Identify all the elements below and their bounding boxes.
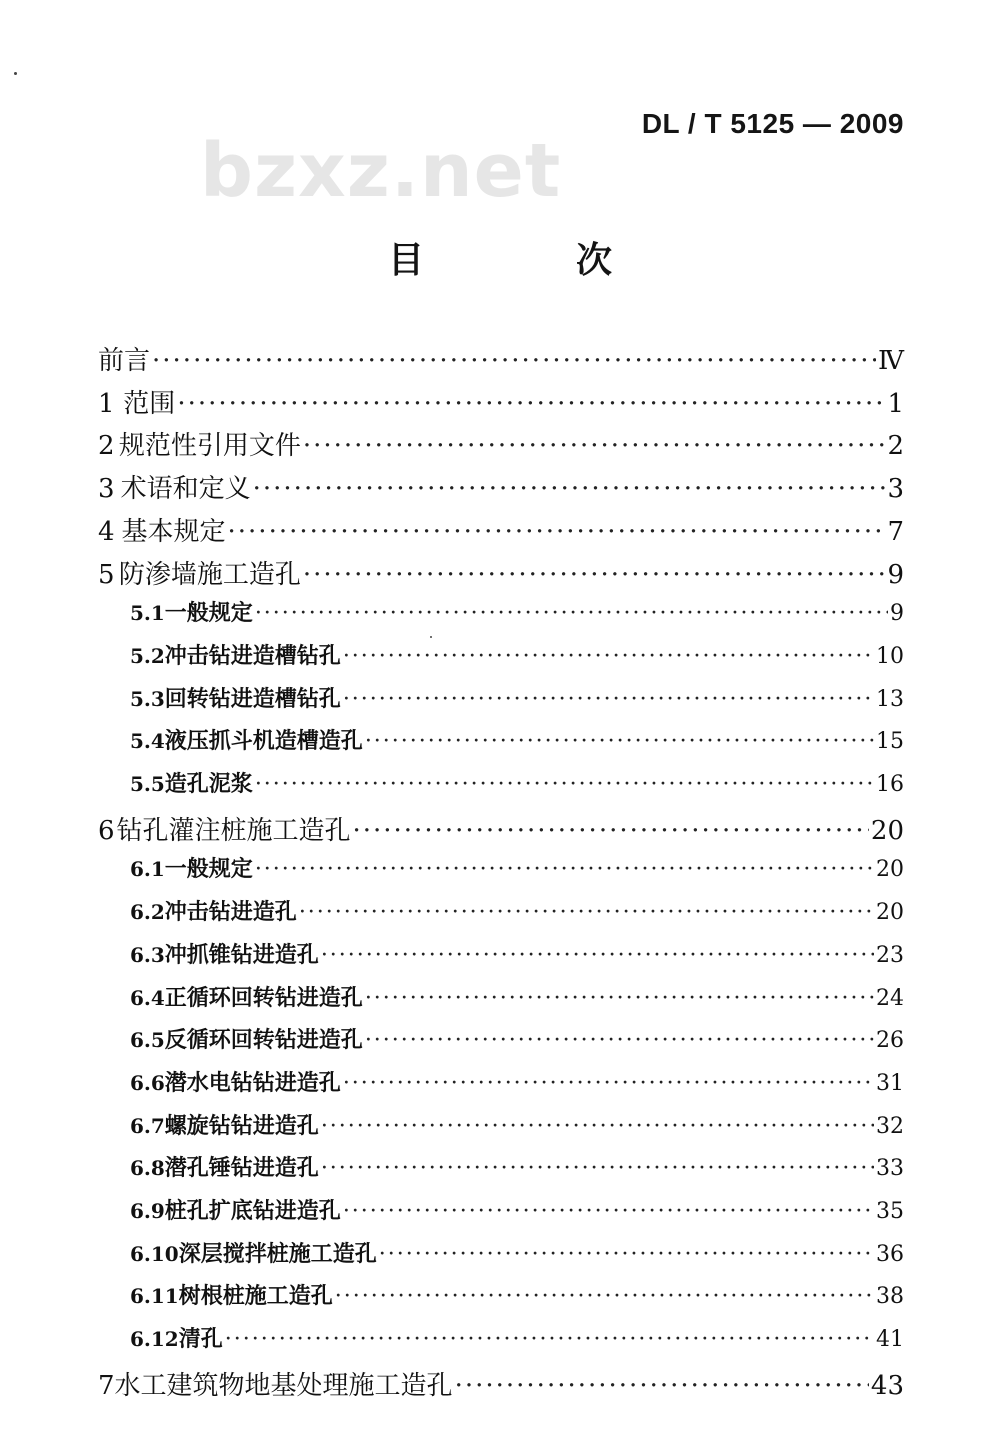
toc-dot-leader [365, 986, 874, 1011]
toc-entry[interactable] [130, 682, 904, 713]
toc-entry-label: 回转钻进造槽钻孔 [164, 685, 341, 712]
toc-entry-label: 范围 [123, 388, 176, 419]
toc-entry-number: 6.12 [130, 1327, 179, 1352]
toc-entry-label: 桩孔扩底钻进造孔 [164, 1198, 341, 1224]
toc-entry-label: 清孔 [178, 1326, 223, 1353]
toc-entry-number: 6.2 [130, 900, 165, 925]
toc-entry-page: 43 [870, 1370, 904, 1401]
toc-entry-label: 潜水电钻钻进造孔 [164, 1069, 341, 1096]
toc-dot-leader [228, 517, 886, 547]
toc-dot-leader [455, 1371, 869, 1401]
toc-entry-page: Ⅳ [878, 346, 904, 376]
toc-entry-label: 防渗墙施工造孔 [118, 559, 301, 590]
toc-dot-leader [321, 1114, 874, 1139]
toc-dot-leader [343, 687, 874, 712]
toc-entry-number: 2 [98, 431, 115, 462]
toc-entry-page: 7 [887, 516, 904, 547]
toc-entry-page: 31 [876, 1070, 904, 1096]
toc-dot-leader [379, 1242, 874, 1267]
toc-entry-label: 一般规定 [164, 856, 253, 883]
toc-dot-leader [303, 560, 886, 590]
toc-entry[interactable] [98, 554, 904, 591]
toc-entry-page: 3 [887, 474, 904, 505]
toc-dot-leader [253, 474, 886, 504]
toc-entry-number: 6.3 [130, 942, 165, 967]
toc-entry-number: 5.5 [130, 772, 165, 796]
toc-entry[interactable] [130, 767, 904, 798]
toc-entry-page: 9 [890, 601, 904, 627]
toc-entry-number: 6.9 [130, 1199, 165, 1223]
toc-dot-leader [343, 1199, 874, 1224]
toc-entry-page: 24 [876, 985, 904, 1011]
toc-entry-page: 20 [870, 815, 904, 846]
toc-entry-label: 冲击钻进造槽钻孔 [164, 642, 341, 669]
toc-entry-page: 33 [876, 1156, 904, 1182]
toc-entry-number: 6.10 [130, 1241, 179, 1266]
toc-entry-page: 23 [876, 942, 904, 968]
toc-entry-page: 16 [876, 772, 904, 797]
toc-entry-label: 深层搅拌桩施工造孔 [178, 1240, 377, 1267]
toc-entry-label: 潜孔锤钻进造孔 [164, 1155, 319, 1182]
toc-entry-number: 6.8 [130, 1156, 165, 1181]
toc-entry-number: 6.4 [130, 985, 165, 1010]
toc-entry-label: 造孔泥浆 [164, 771, 253, 797]
toc-entry[interactable] [130, 938, 904, 969]
toc-entry-number: 5.3 [130, 686, 165, 711]
toc-entry-number: 5.2 [130, 643, 165, 668]
toc-entry-label: 前言 [98, 346, 151, 376]
standard-code: DL / T 5125 — 2009 [641, 108, 904, 139]
toc-dot-leader [255, 772, 874, 797]
toc-entry-number: 6.6 [130, 1070, 165, 1095]
toc-entry-page: 9 [887, 559, 904, 590]
toc-entry-label: 正循环回转钻进造孔 [164, 984, 363, 1011]
toc-entry[interactable] [130, 639, 904, 670]
toc-entry-number: 6.5 [130, 1028, 165, 1053]
toc-entry-number: 5.4 [130, 729, 165, 754]
toc-entry-number: 6 [98, 815, 115, 846]
toc-entry-number: 6.7 [130, 1113, 165, 1138]
toc-entry-label: 液压抓斗机造槽造孔 [164, 728, 363, 755]
toc-entry[interactable] [130, 895, 904, 926]
toc-entry[interactable] [130, 1151, 904, 1182]
toc-entry-number: 6.1 [130, 857, 165, 882]
toc-entry[interactable] [98, 340, 904, 377]
watermark: bzxz.net [200, 128, 562, 214]
toc-entry-page: 41 [876, 1327, 904, 1353]
scan-speck [14, 72, 17, 75]
toc-entry-page: 2 [887, 431, 904, 462]
toc-entry-number: 5.1 [130, 601, 165, 626]
toc-entry-page: 32 [876, 1113, 904, 1139]
toc-entry-page: 20 [876, 857, 904, 883]
toc-entry-number: 6.11 [130, 1284, 179, 1309]
toc-entry-label: 水工建筑物地基处理施工造孔 [114, 1370, 453, 1401]
toc-entry[interactable] [98, 425, 904, 462]
toc-entry-label: 基本规定 [121, 516, 226, 547]
toc-entry-page: 26 [876, 1028, 904, 1054]
toc-entry[interactable] [98, 468, 904, 505]
toc-entry-label: 钻孔灌注桩施工造孔 [116, 815, 351, 846]
toc-title: 目 次 [387, 240, 670, 281]
toc-entry-label: 术语和定义 [120, 474, 251, 505]
toc-entry-label: 冲抓锥钻进造孔 [164, 941, 319, 968]
toc-entry[interactable] [98, 511, 904, 548]
toc-dot-leader [177, 389, 885, 419]
toc-dot-leader [255, 857, 874, 882]
toc-entry[interactable] [130, 1194, 904, 1225]
toc-entry[interactable] [98, 810, 904, 847]
toc-dot-leader [321, 943, 874, 968]
toc-entry-page: 1 [887, 388, 904, 419]
toc-dot-leader [255, 601, 888, 626]
toc-dot-leader [365, 1028, 874, 1053]
toc-entry-label: 冲击钻进造孔 [164, 899, 297, 926]
toc-entry-label: 规范性引用文件 [118, 431, 301, 462]
toc-dot-leader [152, 346, 876, 376]
toc-dot-leader [225, 1327, 874, 1352]
toc-entry-page: 10 [876, 643, 904, 669]
toc-entry[interactable] [130, 1322, 904, 1353]
toc-entry[interactable] [130, 1023, 904, 1054]
toc-entry-number: 5 [98, 559, 115, 590]
toc-entry[interactable] [130, 1109, 904, 1140]
toc-entry-label: 一般规定 [164, 600, 253, 627]
toc-entry[interactable] [98, 383, 904, 420]
toc-entry[interactable] [98, 1365, 904, 1402]
toc-dot-leader [343, 644, 874, 669]
scan-speck [430, 636, 432, 638]
toc-dot-leader [321, 1156, 874, 1181]
toc-entry-page: 13 [876, 686, 904, 712]
toc-entry-label: 螺旋钻钻进造孔 [164, 1112, 319, 1139]
toc-entry[interactable] [130, 1237, 904, 1268]
toc-entry-number: 7 [98, 1370, 115, 1401]
toc-entry[interactable] [130, 724, 904, 755]
toc-dot-leader [299, 900, 874, 925]
toc-entry-label: 树根桩施工造孔 [178, 1283, 333, 1310]
toc-entry[interactable] [130, 1279, 904, 1310]
toc-entry-label: 反循环回转钻进造孔 [164, 1027, 363, 1054]
toc-dot-leader [343, 1071, 874, 1096]
toc-entry[interactable] [130, 1066, 904, 1097]
toc-entry-page: 36 [876, 1241, 904, 1267]
toc-entry-number: 4 [98, 516, 115, 547]
toc-entry[interactable] [130, 981, 904, 1012]
toc-entry[interactable] [130, 596, 904, 627]
toc-dot-leader [335, 1284, 874, 1309]
toc-dot-leader [303, 431, 886, 461]
toc-entry-number: 1 [98, 388, 115, 419]
toc-entry-page: 15 [876, 729, 904, 755]
toc-entry-page: 20 [876, 900, 904, 926]
toc-entry[interactable] [130, 852, 904, 883]
toc-dot-leader [365, 729, 874, 754]
toc-dot-leader [352, 816, 868, 846]
toc-entry-number: 3 [98, 474, 115, 505]
toc-entry-page: 38 [876, 1284, 904, 1310]
toc-entry-page: 35 [876, 1199, 904, 1224]
